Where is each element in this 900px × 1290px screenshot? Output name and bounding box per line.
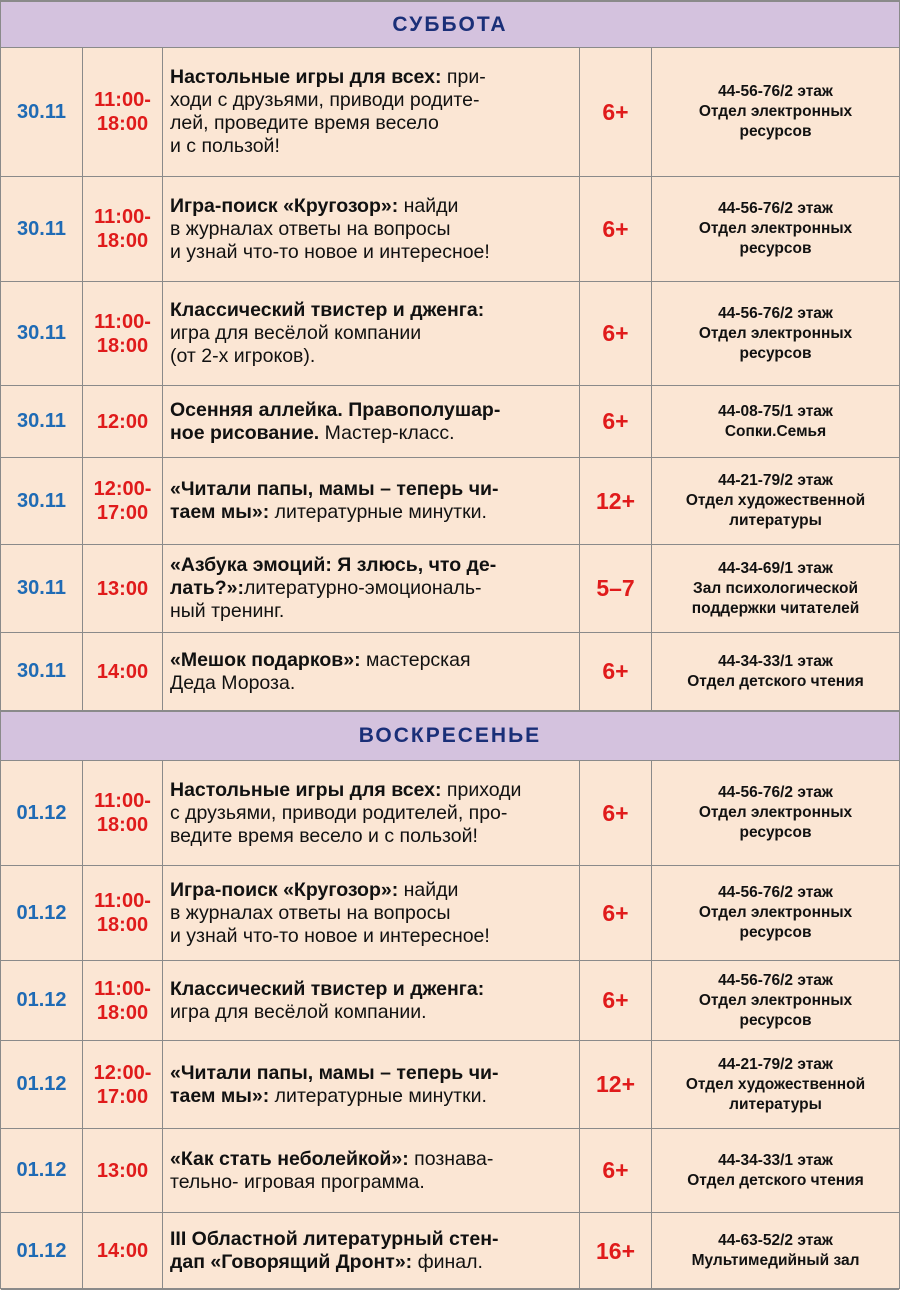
- table-row: [1, 48, 899, 177]
- event-description-line: [170, 112, 486, 135]
- event-location-line: ресурсов: [739, 1011, 812, 1029]
- event-location-line: литературы: [729, 512, 822, 529]
- event-time-line: 18:00: [96, 1001, 149, 1024]
- event-description: [163, 866, 580, 960]
- event-time-line: 11:00-: [94, 89, 151, 111]
- event-title: дап «Говорящий Дронт»:: [170, 1251, 413, 1273]
- event-details: тельно- игровая программа.: [170, 1170, 425, 1193]
- age-rating: 5–7: [580, 545, 652, 632]
- event-description-line: [170, 241, 490, 264]
- event-description-text: [170, 1062, 499, 1108]
- event-location: [652, 866, 899, 960]
- event-details: с друзьями, приводи родителей, про-: [170, 801, 508, 824]
- event-details: литературные минутки.: [269, 1084, 487, 1107]
- event-location-line: Мультимедийный зал: [691, 1252, 860, 1269]
- event-location: [652, 761, 899, 865]
- event-date: 30.11: [1, 48, 83, 176]
- event-details: и с пользой!: [170, 135, 280, 157]
- event-description-line: [170, 501, 499, 524]
- event-time-line: 12:00-: [93, 478, 152, 500]
- event-description-text: [170, 195, 490, 264]
- event-time: [83, 761, 163, 865]
- event-details: познава-: [408, 1147, 494, 1170]
- event-title: «Читали папы, мамы – теперь чи-: [170, 478, 499, 500]
- event-time-line: 11:00-: [94, 790, 151, 812]
- event-title: таем мы»:: [170, 1084, 270, 1107]
- table-row: [1, 866, 899, 961]
- event-location-line: ресурсов: [739, 123, 812, 140]
- event-location-line: Отдел электронных: [698, 804, 853, 821]
- event-time: [83, 282, 163, 385]
- event-description-line: [170, 135, 486, 158]
- table-row: [1, 1213, 899, 1290]
- event-location-line: Отдел электронных: [698, 324, 853, 342]
- event-details: (от 2-х игроков).: [170, 345, 316, 367]
- age-rating: 6+: [580, 177, 652, 281]
- event-description-line: [170, 322, 484, 345]
- event-description-line: [170, 802, 521, 825]
- age-rating: 12+: [580, 1041, 652, 1128]
- event-time: [83, 633, 163, 710]
- age-rating: 16+: [580, 1213, 652, 1289]
- event-location-line: Отдел электронных: [698, 991, 853, 1009]
- event-description-line: [170, 925, 490, 948]
- event-location: [652, 633, 899, 710]
- event-description-line: [170, 879, 490, 902]
- event-description: [163, 1041, 580, 1128]
- event-title: лать?»:: [170, 577, 245, 599]
- event-description: [163, 458, 580, 544]
- event-description-text: [170, 649, 471, 695]
- event-location: [652, 282, 899, 385]
- event-date: 01.12: [1, 961, 83, 1040]
- event-location: [652, 1041, 899, 1128]
- event-description-line: [170, 825, 521, 848]
- event-location-line: Отдел художественной: [685, 1075, 866, 1093]
- event-title: Игра-поиск «Кругозор»:: [170, 194, 399, 217]
- event-description-line: [170, 600, 496, 623]
- event-date: 01.12: [1, 866, 83, 960]
- event-date: 30.11: [1, 633, 83, 710]
- age-rating: 6+: [580, 48, 652, 176]
- event-description-line: [170, 978, 484, 1001]
- event-time-line: 17:00: [96, 502, 149, 524]
- event-location-line: 44-56-76/2 этаж: [718, 83, 833, 100]
- event-time-line: 13:00: [96, 1159, 149, 1182]
- event-details: найди: [398, 878, 459, 901]
- event-location: [652, 386, 899, 457]
- event-title: «Мешок подарков»:: [170, 648, 361, 671]
- event-description-line: [170, 554, 496, 577]
- age-rating: 6+: [580, 633, 652, 710]
- event-details: игра для весёлой компании.: [170, 1000, 427, 1023]
- event-date: 01.12: [1, 1041, 83, 1128]
- table-row: [1, 1129, 899, 1213]
- age-rating: 6+: [580, 761, 652, 865]
- age-rating: 6+: [580, 386, 652, 457]
- event-location: [652, 545, 899, 632]
- event-location-line: 44-56-76/2 этаж: [718, 884, 833, 901]
- event-title: Настольные игры для всех:: [170, 66, 442, 88]
- age-rating: 6+: [580, 961, 652, 1040]
- event-time-line: 18:00: [96, 814, 149, 836]
- event-time-line: 13:00: [96, 577, 149, 600]
- event-description-line: [170, 902, 490, 925]
- event-description-line: [170, 672, 471, 695]
- event-time-line: 18:00: [96, 113, 149, 135]
- event-details: в журналах ответы на вопросы: [170, 901, 451, 924]
- event-description-text: [170, 978, 484, 1024]
- event-date: 30.11: [1, 282, 83, 385]
- event-date: 01.12: [1, 1129, 83, 1212]
- event-location-line: ресурсов: [739, 824, 812, 841]
- event-description-text: [170, 299, 484, 368]
- event-title: Игра-поиск «Кругозор»:: [170, 878, 399, 901]
- event-details: ный тренинг.: [170, 600, 285, 622]
- event-location-line: 44-56-76/2 этаж: [718, 784, 833, 801]
- event-location-line: ресурсов: [739, 240, 812, 257]
- event-description-line: [170, 299, 484, 322]
- event-title: ное рисование.: [170, 421, 320, 444]
- age-rating: 6+: [580, 282, 652, 385]
- event-description: [163, 1129, 580, 1212]
- event-time-line: 11:00-: [94, 977, 151, 1000]
- event-details: ходи с друзьями, приводи родите-: [170, 89, 480, 111]
- event-description-line: [170, 478, 499, 501]
- event-date: 01.12: [1, 761, 83, 865]
- event-location-line: Отдел электронных: [698, 220, 853, 237]
- event-details: мастерская: [360, 648, 471, 671]
- event-title: «Читали папы, мамы – теперь чи-: [170, 1061, 499, 1084]
- event-description-line: [170, 195, 490, 218]
- table-row: [1, 386, 899, 458]
- event-time-line: 11:00-: [94, 206, 151, 228]
- event-time: [83, 177, 163, 281]
- event-title: Настольные игры для всех:: [170, 778, 442, 801]
- event-description-line: [170, 1085, 499, 1108]
- event-location-line: 44-34-33/1 этаж: [718, 652, 833, 670]
- event-description-text: [170, 66, 486, 158]
- event-description-line: [170, 1148, 493, 1171]
- table-row: [1, 761, 899, 866]
- event-location: [652, 961, 899, 1040]
- event-time: [83, 545, 163, 632]
- event-date: 30.11: [1, 545, 83, 632]
- event-time-line: 18:00: [96, 334, 149, 357]
- event-details: и узнай что-то новое и интересное!: [170, 240, 490, 263]
- event-description-text: [170, 399, 500, 445]
- event-details: Мастер-класс.: [319, 421, 455, 444]
- event-title: Классический твистер и дженга:: [170, 977, 485, 1000]
- event-date: 30.11: [1, 177, 83, 281]
- event-description-text: [170, 1148, 493, 1194]
- age-rating: 6+: [580, 1129, 652, 1212]
- event-description-text: [170, 879, 490, 948]
- table-row: [1, 633, 899, 711]
- event-location: [652, 1213, 899, 1289]
- event-description-text: [170, 478, 499, 524]
- event-details: финал.: [412, 1251, 483, 1273]
- event-location-line: Сопки.Семья: [724, 422, 827, 440]
- age-rating: 6+: [580, 866, 652, 960]
- event-details: игра для весёлой компании: [170, 322, 422, 344]
- event-description: [163, 48, 580, 176]
- event-description-line: [170, 89, 486, 112]
- table-row: [1, 1041, 899, 1129]
- event-location-line: ресурсов: [739, 344, 812, 362]
- event-location: [652, 48, 899, 176]
- event-description-line: [170, 1171, 493, 1194]
- event-time: [83, 48, 163, 176]
- age-rating: 12+: [580, 458, 652, 544]
- event-time-line: 17:00: [96, 1085, 149, 1108]
- event-time: [83, 458, 163, 544]
- event-location-line: 44-34-33/1 этаж: [718, 1151, 833, 1169]
- event-details: литературные минутки.: [269, 501, 487, 523]
- event-time: [83, 961, 163, 1040]
- event-details: Деда Мороза.: [170, 671, 296, 694]
- event-details: ведите время весело и с пользой!: [170, 824, 478, 847]
- event-location: [652, 177, 899, 281]
- event-date: 30.11: [1, 386, 83, 457]
- event-location-line: поддержки читателей: [691, 599, 860, 617]
- event-description-line: [170, 1062, 499, 1085]
- event-title: «Азбука эмоций: Я злюсь, что де-: [170, 554, 497, 576]
- event-location-line: Зал психологической: [692, 579, 858, 597]
- table-row: [1, 545, 899, 633]
- event-description: [163, 633, 580, 710]
- event-location-line: 44-56-76/2 этаж: [718, 304, 833, 322]
- event-description-line: [170, 1228, 499, 1251]
- event-location-line: Отдел детского чтения: [687, 672, 864, 690]
- event-time-line: 11:00-: [94, 890, 151, 912]
- event-time-line: 18:00: [96, 230, 149, 252]
- event-title: Классический твистер и дженга:: [170, 299, 485, 321]
- event-time-line: 14:00: [96, 660, 149, 683]
- event-description-line: [170, 422, 500, 445]
- event-location-line: литературы: [729, 1095, 822, 1113]
- table-row: [1, 282, 899, 386]
- event-description: [163, 761, 580, 865]
- event-time-line: 12:00: [96, 410, 149, 433]
- event-time-line: 14:00: [96, 1240, 149, 1262]
- event-description-text: [170, 779, 521, 848]
- event-location-line: Отдел детского чтения: [687, 1171, 864, 1189]
- event-description: [163, 282, 580, 385]
- event-details: литературно-эмоциональ-: [244, 577, 482, 599]
- event-details: в журналах ответы на вопросы: [170, 217, 451, 240]
- table-row: [1, 458, 899, 545]
- event-title: таем мы»:: [170, 501, 270, 523]
- event-time-line: 11:00-: [94, 310, 151, 333]
- event-description-line: [170, 1001, 484, 1024]
- event-description: [163, 386, 580, 457]
- event-description-line: [170, 577, 496, 600]
- event-description-line: [170, 779, 521, 802]
- event-date: 01.12: [1, 1213, 83, 1289]
- event-location-line: ресурсов: [739, 924, 812, 941]
- event-time-line: 12:00-: [93, 1061, 152, 1084]
- event-description-text: [170, 1228, 499, 1274]
- event-description: [163, 961, 580, 1040]
- event-description-line: [170, 649, 471, 672]
- event-description-line: [170, 345, 484, 368]
- day-header: СУББОТА: [1, 1, 899, 48]
- event-location-line: Отдел электронных: [698, 103, 853, 120]
- event-location-line: 44-56-76/2 этаж: [718, 971, 833, 989]
- event-location-line: 44-21-79/2 этаж: [718, 472, 833, 489]
- event-time: [83, 1129, 163, 1212]
- event-title: Осенняя аллейка. Правополушар-: [170, 398, 501, 421]
- event-time-line: 18:00: [96, 914, 149, 936]
- event-description-line: [170, 1251, 499, 1274]
- event-details: и узнай что-то новое и интересное!: [170, 924, 490, 947]
- event-description: [163, 177, 580, 281]
- event-location-line: 44-63-52/2 этаж: [718, 1232, 833, 1249]
- event-time: [83, 866, 163, 960]
- event-location-line: 44-34-69/1 этаж: [718, 559, 833, 577]
- event-description: [163, 1213, 580, 1289]
- table-row: [1, 177, 899, 282]
- event-time: [83, 1041, 163, 1128]
- event-description-line: [170, 399, 500, 422]
- event-location: [652, 1129, 899, 1212]
- event-location-line: Отдел электронных: [698, 904, 853, 921]
- event-description: [163, 545, 580, 632]
- event-time: [83, 1213, 163, 1289]
- event-location-line: 44-08-75/1 этаж: [718, 402, 833, 420]
- event-date: 30.11: [1, 458, 83, 544]
- event-title: III Областной литературный стен-: [170, 1228, 499, 1250]
- event-time: [83, 386, 163, 457]
- day-header: ВОСКРЕСЕНЬЕ: [1, 711, 899, 761]
- event-details: лей, проведите время весело: [170, 112, 439, 134]
- event-details: приходи: [441, 778, 522, 801]
- event-description-line: [170, 218, 490, 241]
- event-description-text: [170, 554, 496, 623]
- event-details: найди: [398, 194, 459, 217]
- table-row: [1, 961, 899, 1041]
- event-location-line: Отдел художественной: [685, 492, 866, 509]
- event-description-line: [170, 66, 486, 89]
- event-location: [652, 458, 899, 544]
- event-title: «Как стать неболейкой»:: [170, 1147, 409, 1170]
- event-location-line: 44-56-76/2 этаж: [718, 200, 833, 217]
- event-details: при-: [441, 66, 486, 88]
- event-location-line: 44-21-79/2 этаж: [718, 1055, 833, 1073]
